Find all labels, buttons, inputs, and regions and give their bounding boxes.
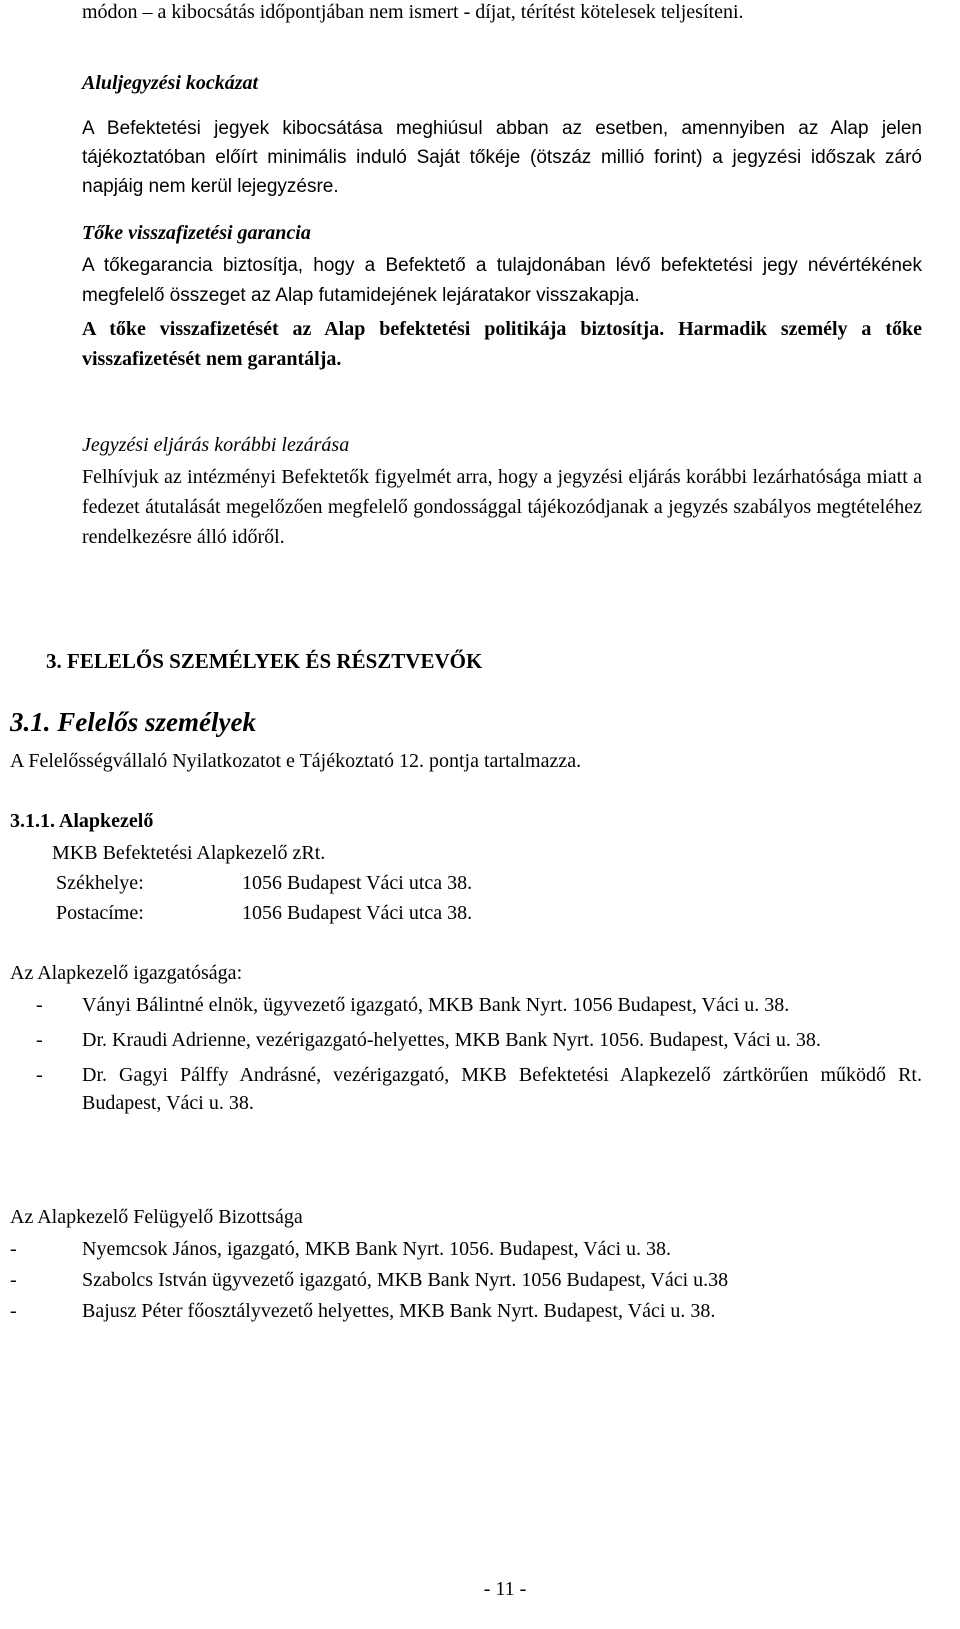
postal-label: Postacíme: [56,902,144,924]
board-member-text: Dr. Kraudi Adrienne, vezérigazgató-helyettes, MKB Bank Nyrt. 1056. Budapest, Váci u. 38. [82,1029,821,1051]
supervisory-member-item [10,1235,922,1264]
fund-manager-company: MKB Befektetési Alapkezelő zRt. [52,842,326,864]
board-member-text: Dr. Gagyi Pálffy Andrásné, vezérigazgató, MKB Befektetési Alapkezelő zártkörűen működő Rt. Budapest, Váci u. 38. [82,1064,922,1114]
supervisory-member-item [10,1297,922,1326]
board-heading: Az Alapkezelő igazgatósága: [10,962,243,984]
list-dash: - [36,994,43,1016]
underwriting-risk-section [82,70,922,201]
board-member-text: Ványi Bálintné elnök, ügyvezető igazgató, MKB Bank Nyrt. 1056 Budapest, Váci u. 38. [82,994,790,1016]
seat-value: 1056 Budapest Váci utca 38. [242,872,473,894]
section-3-1-1-title: 3.1.1. Alapkezelő [10,810,154,832]
board-member-item [10,1061,922,1117]
seat-address-row [56,870,472,897]
list-dash: - [10,1238,17,1260]
supervisory-member-item [10,1266,922,1295]
seat-label: Székhelye: [56,872,144,894]
underwriting-risk-heading: Aluljegyzési kockázat [82,72,259,94]
postal-value: 1056 Budapest Váci utca 38. [242,902,473,924]
supervisory-board-heading: Az Alapkezelő Felügyelő Bizottsága [10,1206,303,1228]
capital-guarantee-text: A tőkegarancia biztosítja, hogy a Befektető a tulajdonában lévő befektetési jegy névértékének megfelelő összeget az Alap futamidejének lejáratakor visszakapja. [82,255,922,306]
capital-guarantee-heading: Tőke visszafizetési garancia [82,222,311,244]
capital-guarantee-section [82,220,922,374]
intro-paragraph-tail: módon – a kibocsátás időpontjában nem ismert - díjat, térítést kötelesek teljesíteni. [82,1,744,23]
list-dash: - [36,1064,43,1086]
underwriting-risk-text: A Befektetési jegyek kibocsátása meghiúsul abban az esetben, amennyiben az Alap jelen tájékoztatóban előírt minimális induló Saját tőkéje (ötszáz millió forint) a jegyzési időszak záró napjáig nem kerül lejegyzésre. [82,118,922,197]
postal-address-row [56,900,472,927]
list-dash: - [10,1300,17,1322]
list-dash: - [36,1029,43,1051]
page-number: - 11 - [483,1578,527,1600]
board-member-item [10,1026,922,1054]
chapter-3-title: 3. FELELŐS SZEMÉLYEK ÉS RÉSZTVEVŐK [46,649,483,673]
supervisory-board-section [10,1204,922,1326]
section-3-1-text: A Felelősségvállaló Nyilatkozatot e Tájékoztató 12. pontja tartalmazza. [10,750,582,772]
section-3-1-title: 3.1. Felelős személyek [10,707,256,737]
early-close-section [82,432,922,552]
supervisory-member-text: Szabolcs István ügyvezető igazgató, MKB Bank Nyrt. 1056 Budapest, Váci u.38 [82,1269,729,1291]
capital-guarantee-bold-text: A tőke visszafizetését az Alap befektetési politikája biztosítja. Harmadik személy a tőke visszafizetését nem garantálja. [82,318,922,370]
board-section [10,960,922,1117]
supervisory-member-text: Bajusz Péter főosztályvezető helyettes, MKB Bank Nyrt. Budapest, Váci u. 38. [82,1300,716,1322]
list-dash: - [10,1269,17,1291]
early-close-heading: Jegyzési eljárás korábbi lezárása [82,434,350,456]
board-member-item [10,991,922,1019]
early-close-text: Felhívjuk az intézményi Befektetők figyelmét arra, hogy a jegyzési eljárás korábbi lezárhatósága miatt a fedezet átutalását megelőzően megfelelő gondossággal tájékozódjanak a jegyzés szabályos megtételéhez rendelkezésre álló időről. [82,466,922,548]
supervisory-member-text: Nyemcsok János, igazgató, MKB Bank Nyrt. 1056. Budapest, Váci u. 38. [82,1238,671,1260]
